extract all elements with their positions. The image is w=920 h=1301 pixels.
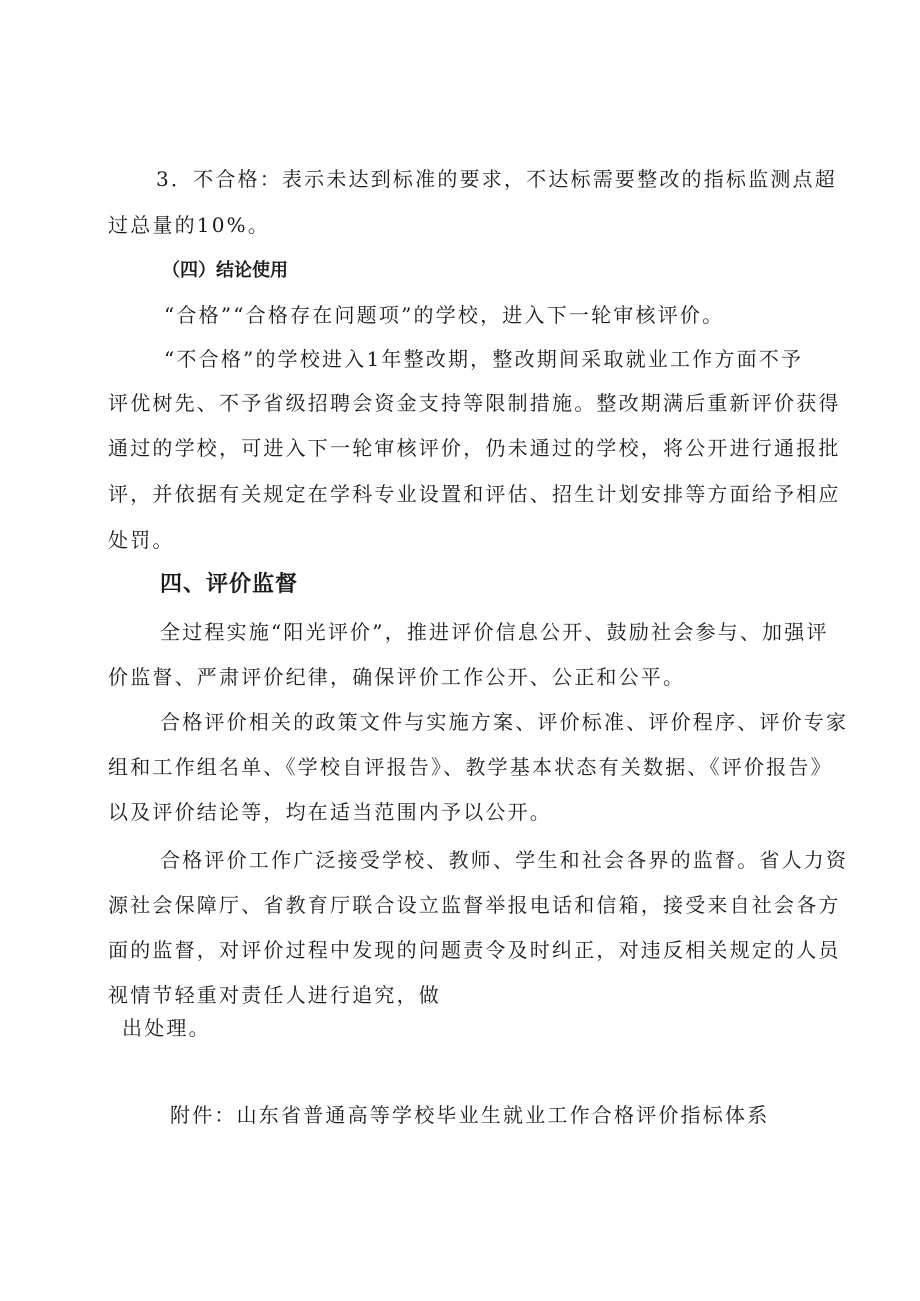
paragraph-sunshine-line-1: 全过程实施“阳光评价”，推进评价信息公开、鼓励社会参与、加强评 [160,620,829,644]
paragraph-disclosure-line-3: 以及评价结论等，均在适当范围内予以公开。 [108,800,552,824]
paragraph-sunshine-line-2: 价监督、严肃评价纪律，确保评价工作公开、公正和公平。 [108,665,686,689]
section-heading-evaluation-supervision: 四、评价监督 [160,572,299,597]
criteria-item-3-line-2: 过总量的10%。 [108,213,271,237]
paragraph-disclosure-line-1: 合格评价相关的政策文件与实施方案、评价标准、评价程序、评价专家 [160,710,849,734]
paragraph-oversight-line-2: 源社会保障厅、省教育厅联合设立监督举报电话和信箱，接受来自社会各方 [108,893,841,917]
paragraph-oversight-line-5: 出处理。 [122,1016,211,1040]
paragraph-unqualified-line-1: “不合格”的学校进入1年整改期，整改期间采取就业工作方面不予 [164,347,804,371]
paragraph-unqualified-line-4: 评，并依据有关规定在学科专业设置和评估、招生计划安排等方面给予相应 [108,482,841,506]
paragraph-unqualified-line-5: 处罚。 [108,528,175,552]
paragraph-unqualified-line-3: 通过的学校，可进入下一轮审核评价，仍未通过的学校，将公开进行通报批 [108,436,841,460]
subsection-heading-conclusion-use: （四）结论使用 [162,260,288,281]
paragraph-oversight-line-4: 视情节轻重对责任人进行追究，做 [108,983,441,1007]
paragraph-unqualified-line-2: 评优树先、不予省级招聘会资金支持等限制措施。整改期满后重新评价获得 [108,391,841,415]
paragraph-oversight-line-1: 合格评价工作广泛接受学校、教师、学生和社会各界的监督。省人力资 [160,848,849,872]
paragraph-qualified-schools: “合格”“合格存在问题项”的学校，进入下一轮审核评价。 [164,303,725,327]
criteria-item-3-line-1: 3．不合格：表示未达到标准的要求，不达标需要整改的指标监测点超 [156,167,837,191]
paragraph-oversight-line-3: 面的监督，对评价过程中发现的问题责令及时纠正，对违反相关规定的人员 [108,938,841,962]
paragraph-disclosure-line-2: 组和工作组名单、《学校自评报告》、教学基本状态有关数据、《评价报告》 [108,755,833,779]
attachment-note: 附件：山东省普通高等学校毕业生就业工作合格评价指标体系 [170,1103,770,1127]
